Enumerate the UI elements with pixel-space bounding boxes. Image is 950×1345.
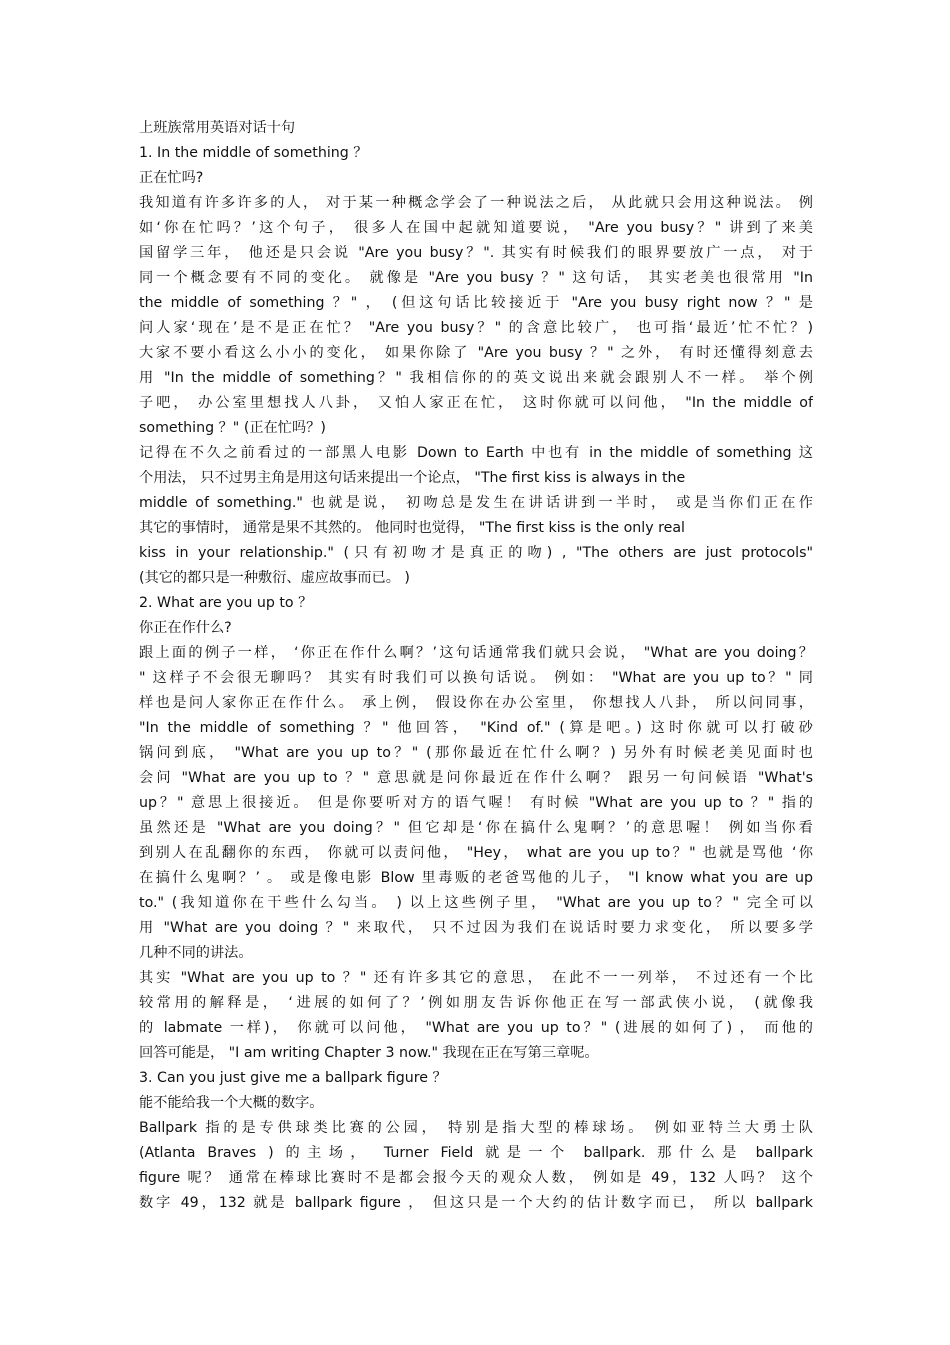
- text-line: 到别人在乱翻你的东西， 你就可以责问他， "Hey， what are you up to？" 也就是骂他 ‘你: [139, 845, 813, 861]
- text-line: 虽然还是 "What are you doing？" 但它却是‘你在搞什么鬼啊？’的意思喔！ 例如当你看: [139, 820, 813, 836]
- text-line: 其它的事情时， 通常是果不其然的。 他同时也觉得， "The first kiss is the only real: [139, 520, 685, 536]
- text-line: something ？" (正在忙吗？): [139, 420, 326, 436]
- text-line: 其实 "What are you up to ？" 还有许多其它的意思， 在此不一一列举， 不过还有一个比: [139, 970, 813, 986]
- text-line: 几种不同的讲法。: [139, 945, 253, 961]
- text-line: 1. In the middle of something ？: [139, 145, 368, 161]
- text-line: 锅问到底， "What are you up to？" (那你最近在忙什么啊？) 另外有时候老美见面时也: [139, 745, 813, 761]
- document-page: [139, 116, 813, 1216]
- text-line: 能不能给我一个大概的数字。: [139, 1095, 324, 1111]
- text-line: 3. Can you just give me a ballpark figure ？: [139, 1070, 447, 1086]
- text-line: the middle of something ？" ， (但这句话比较接近于 "Are you busy right now ？" 是: [139, 295, 813, 311]
- text-line: 正在忙吗?: [139, 170, 204, 186]
- text-line: 国留学三年， 他还是只会说 "Are you busy？". 其实有时候我们的眼界要放广一点， 对于: [139, 245, 813, 261]
- text-line: figure 呢？ 通常在棒球比赛时不是都会报今天的观众人数， 例如是 49，132 人吗？ 这个: [139, 1170, 813, 1186]
- text-line: "In the middle of something ？" 他回答， "Kind of." (算是吧。) 这时你就可以打破砂: [139, 720, 813, 736]
- text-line: 数字 49，132 就是 ballpark figure ， 但这只是一个大约的估计数字而已， 所以 ballpark: [139, 1195, 813, 1211]
- text-line: 用 "What are you doing ？" 来取代， 只不过因为我们在说话时要力求变化， 所以要多学: [139, 920, 813, 936]
- text-line: 会问 "What are you up to ？" 意思就是问你最近在作什么啊？ 跟另一句问候语 "What's: [139, 770, 813, 786]
- text-line: 子吧， 办公室里想找人八卦， 又怕人家正在忙， 这时你就可以问他， "In the middle of: [139, 395, 813, 411]
- text-line: 在搞什么鬼啊？’ 。 或是像电影 Blow 里毒贩的老爸骂他的儿子， "I know what you are up: [139, 870, 813, 886]
- text-line: middle of something." 也就是说， 初吻总是发生在讲话讲到一半时， 或是当你们正在作: [139, 495, 813, 511]
- text-line: 同一个概念要有不同的变化。 就像是 "Are you busy ？" 这句话， 其实老美也很常用 "In: [139, 270, 813, 286]
- text-line: 跟上面的例子一样， ‘你正在作什么啊？’这句话通常我们就只会说， "What are you doing？: [139, 645, 813, 661]
- text-line: up？" 意思上很接近。 但是你要听对方的语气喔！ 有时候 "What are you up to ？" 指的: [139, 795, 813, 811]
- text-line: Ballpark 指的是专供球类比赛的公园， 特别是指大型的棒球场。 例如亚特兰大勇士队: [139, 1120, 813, 1136]
- text-line: 较常用的解释是， ‘进展的如何了？’例如朋友告诉你他正在写一部武侠小说， (就像我: [139, 995, 813, 1011]
- text-line: 用 "In the middle of something？" 我相信你的的英文说出来就会跟别人不一样。 举个例: [139, 370, 813, 386]
- text-line: 你正在作什么?: [139, 620, 232, 636]
- text-line: kiss in your relationship." (只有初吻才是真正的吻) , "The others are just protocols": [139, 545, 813, 561]
- text-line: 2. What are you up to ？: [139, 595, 313, 611]
- text-line: 上班族常用英语对话十句: [139, 120, 296, 136]
- text-line: to." (我知道你在干些什么勾当。 ) 以上这些例子里， "What are you up to？" 完全可以: [139, 895, 813, 911]
- text-line: 如‘你在忙吗？’这个句子， 很多人在国中起就知道要说， "Are you busy？" 讲到了来美: [139, 220, 813, 236]
- text-line: (其它的都只是一种敷衍、虚应故事而已。 ): [139, 570, 410, 586]
- text-line: 回答可能是， "I am writing Chapter 3 now." 我现在正在写第三章呢。: [139, 1045, 599, 1061]
- text-line: 问人家‘现在’是不是正在忙？ "Are you busy？" 的含意比较广， 也可指‘最近’忙不忙？): [139, 320, 813, 336]
- text-line: 记得在不久之前看过的一部黑人电影 Down to Earth 中也有 in the middle of something 这: [139, 445, 813, 461]
- text-line: (Atlanta Braves ) 的主场， Turner Field 就是一个 ballpark. 那什么是 ballpark: [139, 1145, 813, 1161]
- text-line: 个用法， 只不过男主角是用这句话来提出一个论点， "The first kiss is always in the: [139, 470, 686, 486]
- text-line: 样也是问人家你正在作什么。 承上例， 假设你在办公室里， 你想找人八卦， 所以问同事，: [139, 695, 813, 711]
- text-line: " 这样子不会很无聊吗？ 其实有时我们可以换句话说。 例如： "What are you up to？" 同: [139, 670, 813, 686]
- text-line: 我知道有许多许多的人， 对于某一种概念学会了一种说法之后， 从此就只会用这种说法。 例: [139, 195, 813, 211]
- text-line: 大家不要小看这么小小的变化， 如果你除了 "Are you busy ？" 之外， 有时还懂得刻意去: [139, 345, 813, 361]
- text-line: 的 labmate 一样)， 你就可以问他， "What are you up to？" (进展的如何了) ， 而他的: [139, 1020, 813, 1036]
